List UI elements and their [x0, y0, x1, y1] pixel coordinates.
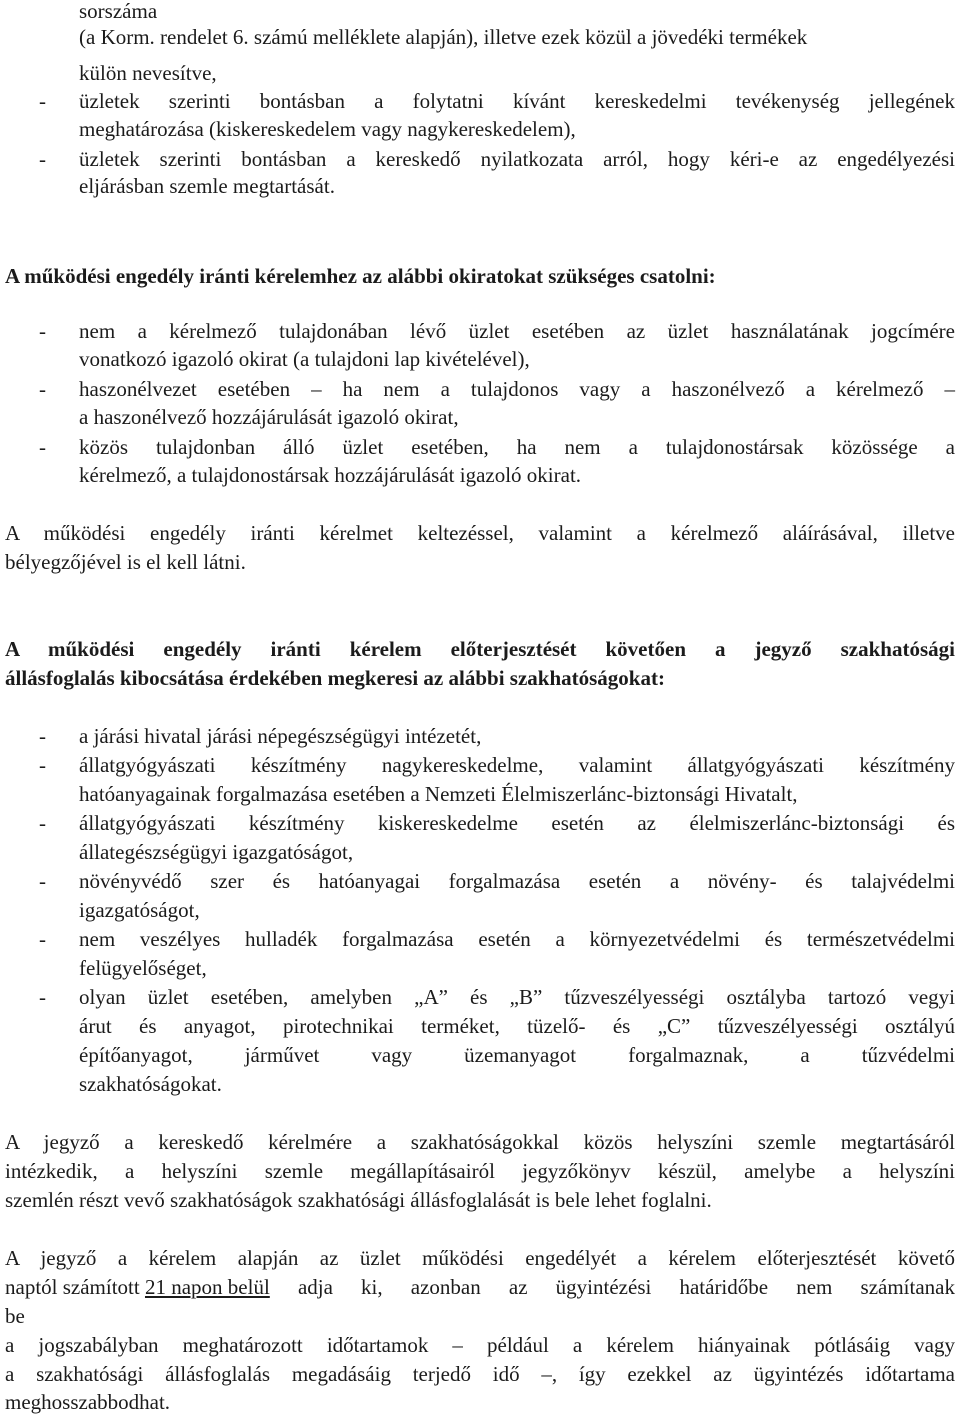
- list-bullet: -: [39, 89, 46, 113]
- section-heading: A működési engedély iránti kérelem előterjesztését követően a jegyző szakhatósági: [5, 637, 955, 661]
- text-line: a járási hivatal járási népegészségügyi intézetét,: [79, 724, 482, 748]
- text-line: kérelmező, a tulajdonostársak hozzájárulását igazoló okirat.: [79, 463, 582, 487]
- text-segment: adja ki, azonban az ügyintézési határidőbe nem számítanak: [269, 1275, 955, 1299]
- text-line: hatóanyagainak forgalmazása esetében a Nemzeti Élelmiszerlánc-biztonsági Hivatalt,: [79, 782, 798, 806]
- text-line: a szakhatósági állásfoglalás megadásáig terjedő idő –, így ezekkel az ügyintézés időtartama: [5, 1362, 955, 1386]
- text-line: felügyelőséget,: [79, 956, 207, 980]
- list-bullet: -: [39, 869, 46, 893]
- text-line: árut és anyagot, pirotechnikai terméket, tüzelő- és „C” tűzveszélyességi osztályú: [79, 1014, 955, 1038]
- text-line: vonatkozó igazoló okirat (a tulajdoni lap kivételével),: [79, 347, 530, 371]
- list-bullet: -: [39, 435, 46, 459]
- text-line: nem a kérelmező tulajdonában lévő üzlet esetében az üzlet használatának jogcímére: [79, 319, 955, 343]
- text-line: bélyegzőjével is el kell látni.: [5, 550, 246, 574]
- list-bullet: -: [39, 811, 46, 835]
- text-line: közös tulajdonban álló üzlet esetében, ha nem a tulajdonostársak közössége a: [79, 435, 955, 459]
- text-line: nem veszélyes hulladék forgalmazása esetén a környezetvédelmi és természetvédelmi: [79, 927, 955, 951]
- list-bullet: -: [39, 985, 46, 1009]
- section-heading: állásfoglalás kibocsátása érdekében megkeresi az alábbi szakhatóságokat:: [5, 666, 665, 690]
- text-line: külön nevesítve,: [79, 61, 217, 85]
- text-line: szakhatóságokat.: [79, 1072, 222, 1096]
- text-line: szemlén részt vevő szakhatóságok szakhatósági állásfoglalását is bele lehet foglalni.: [5, 1188, 712, 1212]
- text-segment: naptól számított: [5, 1275, 145, 1299]
- list-bullet: -: [39, 147, 46, 171]
- text-line: üzletek szerinti bontásban a folytatni kívánt kereskedelmi tevékenység jellegének: [79, 89, 955, 113]
- list-bullet: -: [39, 377, 46, 401]
- text-line: be: [5, 1304, 25, 1328]
- text-line: A jegyző a kérelem alapján az üzlet működési engedélyét a kérelem előterjesztését követő: [5, 1246, 955, 1270]
- text-line: meghatározása (kiskereskedelem vagy nagykereskedelem),: [79, 117, 576, 141]
- list-bullet: -: [39, 927, 46, 951]
- text-line: építőanyagot, járművet vagy üzemanyagot forgalmaznak, a tűzvédelmi: [79, 1043, 955, 1067]
- text-line: állatgyógyászati készítmény kiskereskedelme esetén az élelmiszerlánc-biztonsági és: [79, 811, 955, 835]
- text-line: a haszonélvező hozzájárulását igazoló okirat,: [79, 405, 459, 429]
- list-bullet: -: [39, 753, 46, 777]
- deadline-underlined: 21 napon belül: [144, 1275, 270, 1299]
- section-heading: A működési engedély iránti kérelemhez az alábbi okiratokat szükséges csatolni:: [5, 264, 716, 288]
- text-line: sorszáma: [79, 0, 158, 23]
- text-line: növényvédő szer és hatóanyagai forgalmazása esetén a növény- és talajvédelmi: [79, 869, 955, 893]
- text-line: A működési engedély iránti kérelmet keltezéssel, valamint a kérelmező aláírásával, illetve: [5, 521, 955, 545]
- text-line: haszonélvezet esetében – ha nem a tulajdonos vagy a haszonélvező a kérelmező –: [79, 377, 955, 401]
- text-line: intézkedik, a helyszíni szemle megállapításairól jegyzőkönyv készül, amelybe a helyszíni: [5, 1159, 955, 1183]
- text-line: [5, 1274, 955, 1300]
- text-line: üzletek szerinti bontásban a kereskedő nyilatkozata arról, hogy kéri-e az engedélyezési: [79, 147, 955, 171]
- text-line: meghosszabbodhat.: [5, 1390, 171, 1414]
- text-line: olyan üzlet esetében, amelyben „A” és „B” tűzveszélyességi osztályba tartozó vegyi: [79, 985, 955, 1009]
- text-line: eljárásban szemle megtartását.: [79, 174, 335, 198]
- text-line: állatgyógyászati készítmény nagykereskedelme, valamint állatgyógyászati készítmény: [79, 753, 955, 777]
- list-bullet: -: [39, 724, 46, 748]
- text-line: (a Korm. rendelet 6. számú melléklete alapján), illetve ezek közül a jövedéki termékek: [79, 25, 808, 49]
- text-line: igazgatóságot,: [79, 898, 200, 922]
- list-bullet: -: [39, 319, 46, 343]
- text-line: A jegyző a kereskedő kérelmére a szakhatóságokkal közös helyszíni szemle megtartásáról: [5, 1130, 955, 1154]
- text-line: a jogszabályban meghatározott időtartamok – például a kérelem hiányainak pótlásáig vagy: [5, 1333, 955, 1357]
- text-line: állategészségügyi igazgatóságot,: [79, 840, 354, 864]
